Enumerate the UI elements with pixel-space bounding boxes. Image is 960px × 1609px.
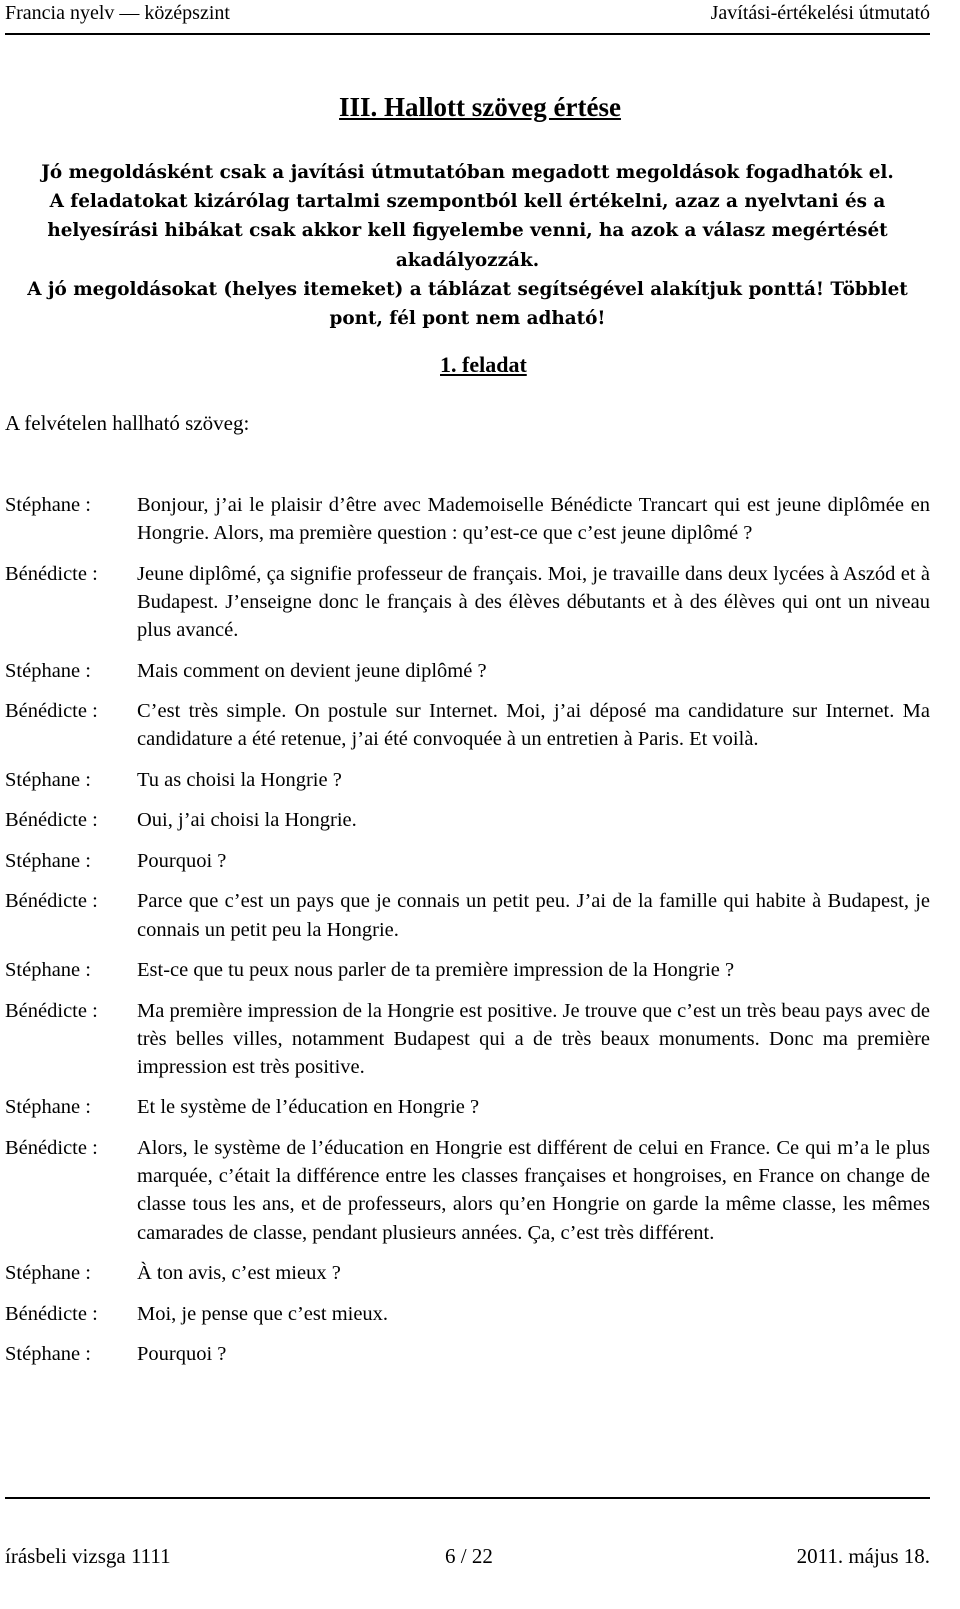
dialogue-turn [5,1259,930,1287]
utterance-text: Est-ce que tu peux nous parler de ta première impression de la Hongrie ? [137,959,735,982]
dialogue-turn [5,887,930,943]
dialogue-turn [5,766,930,794]
footer-date: 2011. május 18. [796,1544,930,1568]
dialogue-turn [5,657,930,685]
speaker-name: Stéphane : [5,1096,91,1119]
dialogue-turn [5,1300,930,1328]
utterance-text: À ton avis, c’est mieux ? [137,1262,341,1285]
footer-page-number: 6 / 22 [445,1544,493,1568]
dialogue-turn [5,847,930,875]
recording-label: A felvételen hallható szöveg: [5,411,250,435]
page-footer [5,1542,930,1570]
speaker-name: Bénédicte : [5,999,98,1022]
instructions [5,158,930,333]
utterance-text: Parce que c’est un pays que je connais un petit peu. J’ai de la famille qui habite à Budapest, je connais un petit peu la Hongrie. [137,890,930,941]
utterance-text: Oui, j’ai choisi la Hongrie. [137,809,357,832]
footer-exam-code: írásbeli vizsga 1111 [5,1544,171,1568]
utterance-text: Et le système de l’éducation en Hongrie ? [137,1096,480,1119]
utterance-text: Alors, le système de l’éducation en Hongrie est différent de celui en France. Ce qui m’a le plus marquée, c’était la différence entre les classes françaises et hongroises, en France on change de classe tous les ans, et de professeurs, alors qu’en Hongrie on garde la même classe, les mêmes camarades de classe, pendant plusieurs années. Ça, c’est très différent. [137,1136,930,1244]
speaker-name: Stéphane : [5,659,91,682]
dialogue-turn [5,697,930,753]
speaker-name: Bénédicte : [5,1302,98,1325]
speaker-name: Bénédicte : [5,1136,98,1159]
speaker-name: Stéphane : [5,1262,91,1285]
section-title: III. Hallott szöveg értése [339,92,621,122]
speaker-name: Bénédicte : [5,890,98,913]
utterance-text: Ma première impression de la Hongrie est positive. Je trouve que c’est un très beau pays avec de très belles villes, notamment Budapest qui a de très beaux monuments. Donc ma première impression est très positive. [137,999,930,1078]
utterance-text: Pourquoi ? [137,849,227,872]
utterance-text: Jeune diplômé, ça signifie professeur de français. Moi, je travaille dans deux lycées à Aszód et à Budapest. J’enseigne donc le français à des élèves débutants et à des élèves qui ont un niveau plus avancé. [137,562,930,642]
utterance-text: Mais comment on devient jeune diplômé ? [137,659,487,682]
dialogue-turn [5,1340,930,1368]
footer-divider [5,1497,930,1499]
speaker-name: Stéphane : [5,849,91,872]
speaker-name: Bénédicte : [5,700,98,723]
utterance-text: Pourquoi ? [137,1343,227,1366]
header-doc-type: Javítási-értékelési útmutató [710,2,930,24]
dialogue-turn [5,956,930,984]
task-label: 1. feladat [440,352,527,377]
dialogue-turn [5,560,930,645]
utterance-text: Tu as choisi la Hongrie ? [137,768,342,791]
speaker-name: Stéphane : [5,959,91,982]
header-divider [5,33,930,35]
dialogue-turn [5,1093,930,1121]
speaker-name: Stéphane : [5,768,91,791]
utterance-text: Bonjour, j’ai le plaisir d’être avec Mademoiselle Bénédicte Trancart qui est jeune diplômée en Hongrie. Alors, ma première question : qu’est-ce que c’est jeune diplômé ? [137,494,930,545]
instruction-line: Jó megoldásként csak a javítási útmutatóban megadott megoldások fogadhatók el. [41,162,894,183]
speaker-name: Bénédicte : [5,809,98,832]
dialogue-turn [5,806,930,834]
utterance-text: C’est très simple. On postule sur Internet. Moi, j’ai déposé ma candidature sur Internet. Ma candidature a été retenue, j’ai été convoquée à un entretien à Paris. Et voilà. [137,700,930,751]
speaker-name: Stéphane : [5,494,91,516]
speaker-name: Stéphane : [5,1343,91,1366]
page-header [5,0,930,26]
speaker-name: Bénédicte : [5,562,98,585]
dialogue-turn [5,997,930,1082]
instruction-line: A feladatokat kizárólag tartalmi szempontból kell értékelni, azaz a nyelvtani és a helyesírási hibákat csak akkor kell figyelembe venni, ha azok a válasz megértését akadályozzák. [47,191,888,271]
dialogue-turn [5,491,930,547]
dialogue-transcript [5,491,930,1381]
instruction-line: A jó megoldásokat (helyes itemeket) a táblázat segítségével alakítjuk ponttá! Többlet pont, fél pont nem adható! [27,278,908,330]
header-subject: Francia nyelv — középszint [5,2,230,24]
dialogue-turn [5,1134,930,1247]
utterance-text: Moi, je pense que c’est mieux. [137,1302,389,1325]
